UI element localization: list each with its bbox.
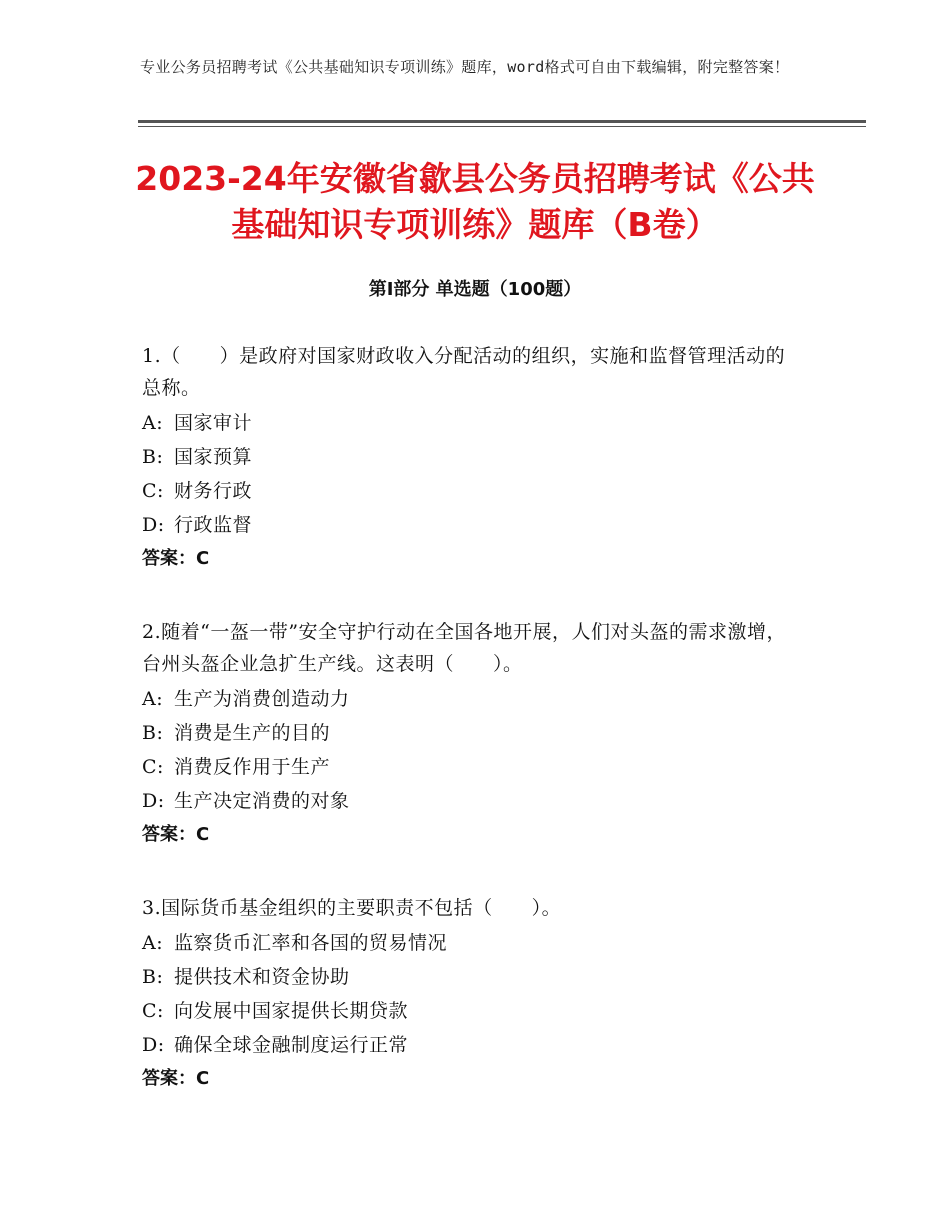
option-text: 生产为消费创造动力 [174, 688, 350, 710]
option-text: 行政监督 [174, 514, 253, 536]
header-note: 专业公务员招聘考试《公共基础知识专项训练》题库，word格式可自由下载编辑，附完整答案！ [140, 58, 790, 76]
option-c [142, 750, 802, 784]
question-2 [142, 616, 802, 852]
option-a [142, 926, 802, 960]
document-title: 2023-24年安徽省歙县公务员招聘考试《公共基础知识专项训练》题库（B卷） [135, 159, 815, 244]
header-divider-thick [138, 120, 866, 123]
option-letter: C: [142, 480, 164, 502]
question-stem: 1.（ ）是政府对国家财政收入分配活动的组织，实施和监督管理活动的总称。 [142, 345, 786, 399]
question-stem: 2.随着“一盔一带”安全守护行动在全国各地开展，人们对头盔的需求激增，台州头盔企业急扩生产线。这表明（ ）。 [142, 621, 787, 675]
answer-label: 答案：C [142, 548, 210, 569]
answer-label: 答案：C [142, 1068, 210, 1089]
option-b [142, 960, 802, 994]
option-text: 国家审计 [174, 412, 253, 434]
option-c [142, 994, 802, 1028]
question-1 [142, 340, 802, 576]
option-c [142, 474, 802, 508]
question-3 [142, 892, 802, 1096]
option-d [142, 1028, 802, 1062]
option-letter: A: [142, 932, 164, 954]
option-text: 消费是生产的目的 [174, 722, 331, 744]
option-letter: A: [142, 412, 164, 434]
option-text: 财务行政 [174, 480, 253, 502]
question-stem: 3.国际货币基金组织的主要职责不包括（ ）。 [142, 897, 562, 919]
option-a [142, 682, 802, 716]
option-d [142, 784, 802, 818]
option-letter: D: [142, 1034, 165, 1056]
option-letter: C: [142, 756, 164, 778]
option-text: 确保全球金融制度运行正常 [174, 1034, 409, 1056]
option-letter: A: [142, 688, 164, 710]
option-b [142, 440, 802, 474]
option-text: 生产决定消费的对象 [174, 790, 350, 812]
option-text: 监察货币汇率和各国的贸易情况 [174, 932, 448, 954]
answer-label: 答案：C [142, 824, 210, 845]
option-letter: C: [142, 1000, 164, 1022]
section-heading: 第Ⅰ部分 单选题（100题） [368, 279, 582, 300]
option-text: 消费反作用于生产 [174, 756, 331, 778]
option-text: 提供技术和资金协助 [174, 966, 350, 988]
option-a [142, 406, 802, 440]
option-d [142, 508, 802, 542]
header-divider-thin [138, 126, 866, 127]
option-letter: B: [142, 446, 164, 468]
question-list [142, 340, 802, 1136]
option-b [142, 716, 802, 750]
option-letter: D: [142, 514, 165, 536]
option-text: 国家预算 [174, 446, 253, 468]
option-letter: B: [142, 966, 164, 988]
option-letter: D: [142, 790, 165, 812]
option-letter: B: [142, 722, 164, 744]
option-text: 向发展中国家提供长期贷款 [174, 1000, 409, 1022]
